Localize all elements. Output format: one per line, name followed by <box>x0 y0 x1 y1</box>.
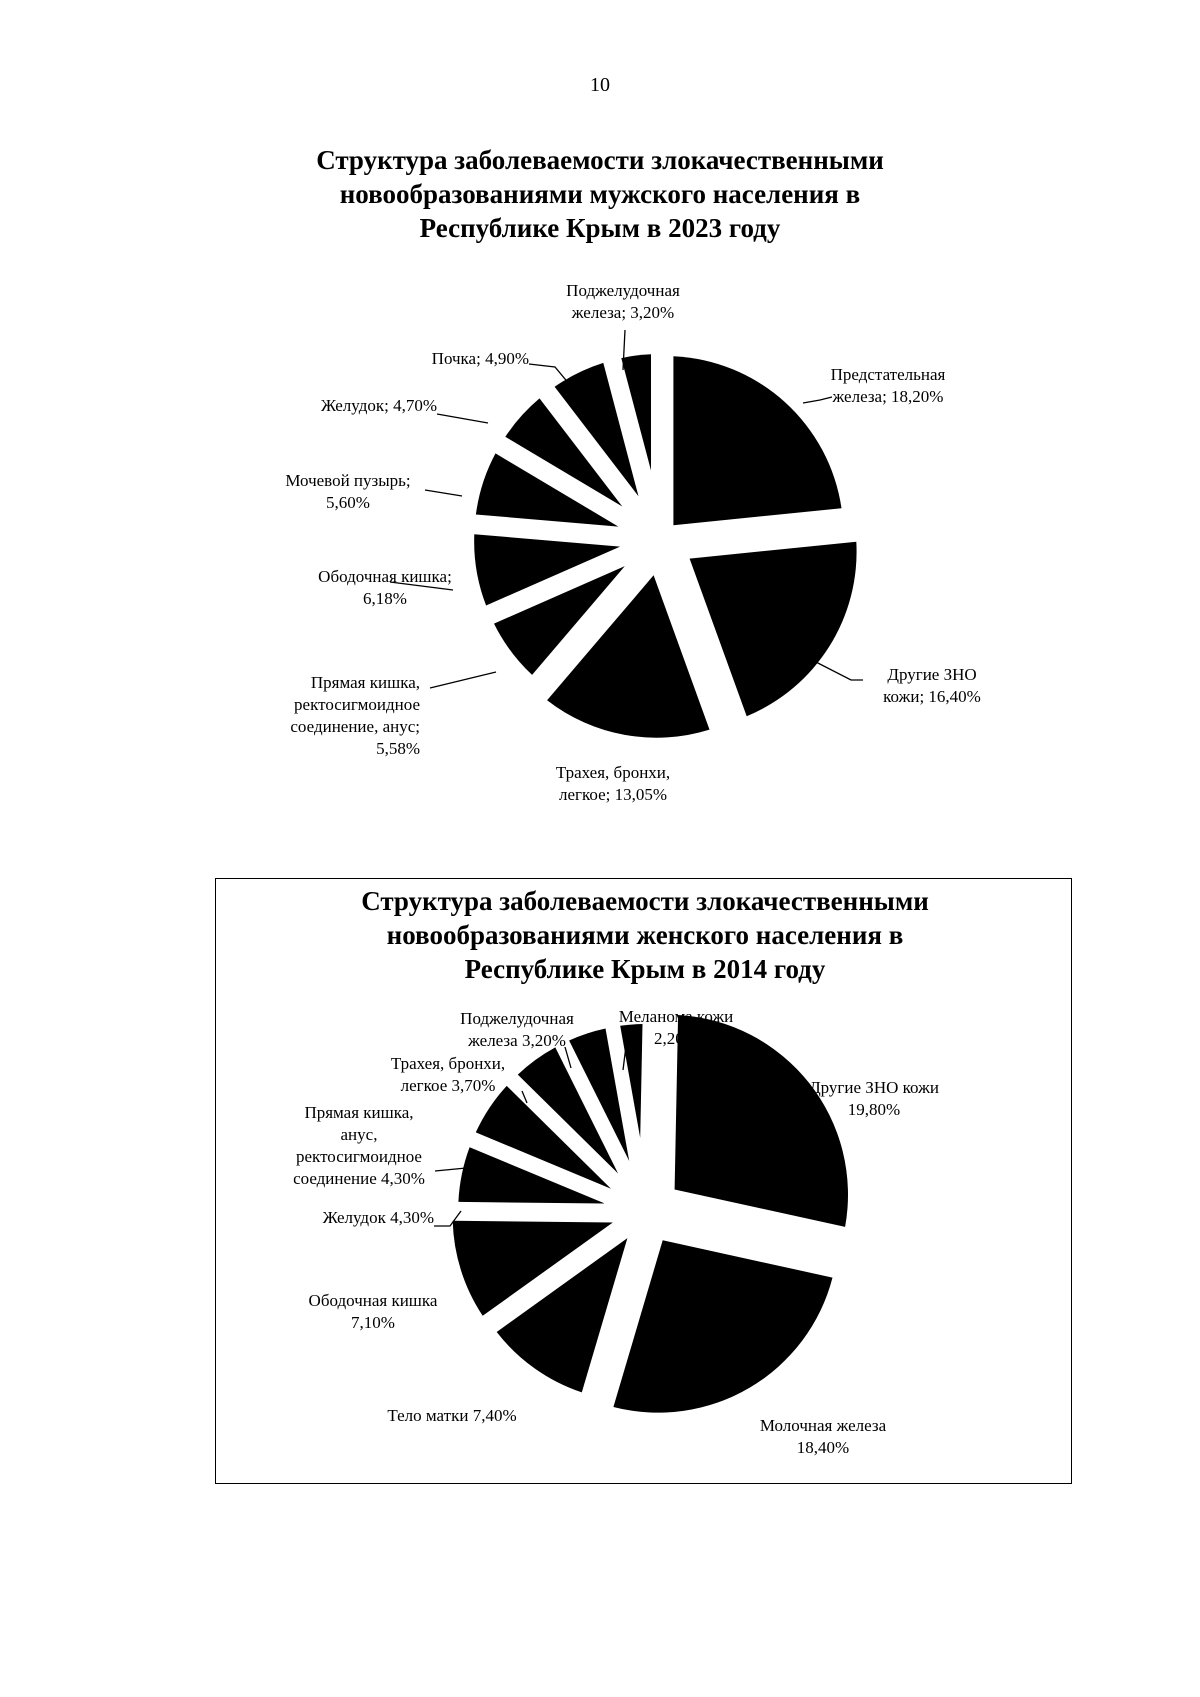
slice-label: Ободочная кишка; 6,18% <box>318 567 452 608</box>
pie-slice-молочная-железа <box>613 1240 832 1412</box>
slice-label: Ободочная кишка 7,10% <box>308 1291 438 1332</box>
slice-label: Другие ЗНО кожи; 16,40% <box>883 665 981 706</box>
chart-title-line: Структура заболеваемости злокачественными <box>316 145 884 175</box>
slice-label: Почка; 4,90% <box>431 349 529 368</box>
slice-label: Поджелудочная железа 3,20% <box>460 1009 574 1050</box>
slice-label: Желудок; 4,70% <box>320 396 437 415</box>
chart-title-line: новообразованиями женского населения в <box>386 920 904 950</box>
label-leader-line <box>565 1047 571 1068</box>
slice-label: Меланома кожи 2,20% <box>618 1007 734 1048</box>
slice-label: Трахея, бронхи, легкое 3,70% <box>390 1054 506 1095</box>
slice-label: Поджелудочная железа; 3,20% <box>566 281 680 322</box>
page-number: 10 <box>590 74 610 96</box>
slice-label: Мочевой пузырь; 5,60% <box>285 471 411 512</box>
slice-label: Прямая кишка, анус, ректосигмоидное соединение 4,30% <box>293 1103 425 1188</box>
slice-label: Тело матки 7,40% <box>387 1406 517 1425</box>
slice-label: Прямая кишка, ректосигмоидное соединение, анус; 5,58% <box>290 673 420 758</box>
slice-label: Трахея, бронхи, легкое; 13,05% <box>555 763 671 804</box>
slice-label: Предстательная железа; 18,20% <box>830 365 946 406</box>
pie-slice-меланома-кожи <box>620 1024 642 1138</box>
chart-title-line: Республике Крым в 2014 году <box>464 954 826 984</box>
chart-title-line: Структура заболеваемости злокачественными <box>361 886 929 916</box>
slice-label: Желудок 4,30% <box>322 1208 434 1227</box>
slice-label: Другие ЗНО кожи 19,80% <box>809 1078 939 1119</box>
pie-slice-другие-зно-кожи <box>675 1015 848 1227</box>
label-leader-line <box>522 1091 527 1103</box>
chart-title-line: Республике Крым в 2023 году <box>419 213 781 243</box>
chart-title-line: новообразованиями мужского населения в <box>339 179 861 209</box>
slice-label: Молочная железа 18,40% <box>759 1416 887 1457</box>
